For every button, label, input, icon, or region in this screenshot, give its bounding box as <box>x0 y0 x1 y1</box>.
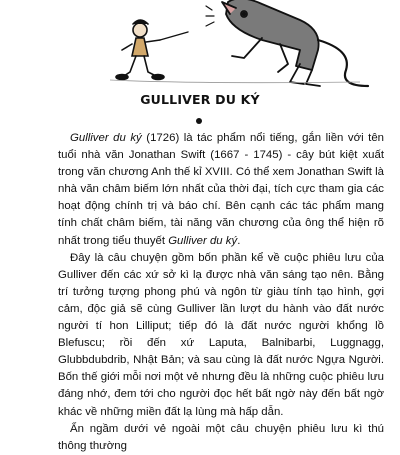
body-text <box>58 130 384 455</box>
gulliver-figure <box>116 20 188 80</box>
book-title-italic: Gulliver du ký <box>70 132 142 144</box>
book-title-italic-2: Gulliver du ký <box>168 234 238 247</box>
giant-rat-figure <box>206 0 368 86</box>
paragraph-2: Đây là câu chuyện gồm bốn phần kể về cuộc phiêu lưu của Gulliver đến các xứ sở kì lạ được nhà văn sáng tạo nên. Bằng trí tưởng tượng phong phú và ngôn từ giàu tính tạo hình, gợi cảm, độc giả sẽ cùng Gulliver lần lượt du hành vào đất nước người tí hon Lilliput; tiếp đó là đất nước người khổng lồ Blefuscu; rồi đến xứ Laputa, Balnibarbi, Luggnagg, Glubbdubdrib, Nhật Bản; và sau cùng là đất nước Ngựa Người. Bốn thế giới mỗi nơi một vẻ nhưng đều là những cuộc phiêu lưu đáng nhớ, đem tới cho người đọc hết bất ngờ này đến bất ngờ khác về những miền đất lạ lùng mà hấp dẫn. <box>58 251 384 418</box>
paragraph-3: Ẩn ngầm dưới vẻ ngoài một câu chuyện phiêu lưu kì thú thông thường <box>58 422 384 452</box>
paragraph-1-tail: . <box>237 234 241 247</box>
chapter-title: GULLIVER DU KÝ <box>140 92 260 107</box>
paragraph-1-text: (1726) là tác phẩm nổi tiếng, gắn liền với tên tuổi nhà văn Jonathan Swift (1667 - 1745) - cây bút kiệt xuất trong văn chương Anh thế kỉ XVIII. Có thể xem Jonathan Swift là nhà văn châm biếm lớn nhất của thời đại, tích cực tham gia các hoạt động chính trị và báo chí. Bên cạnh các tác phẩm mang tính chất châm biếm, tài năng văn chương của ông thể hiện rõ nhất trong tiểu thuyết <box>58 132 384 247</box>
title-divider-dot <box>196 118 202 124</box>
paragraph-1 <box>58 130 384 250</box>
header-illustration <box>0 0 400 90</box>
